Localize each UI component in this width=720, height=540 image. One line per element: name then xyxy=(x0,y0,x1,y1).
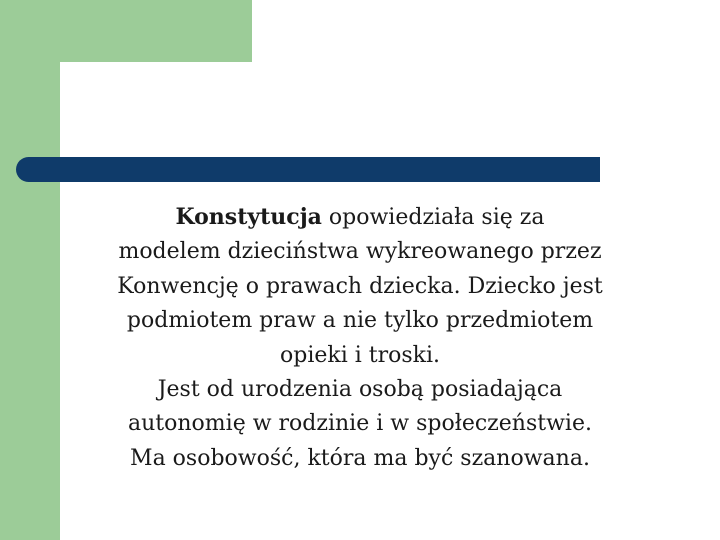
text-line-7: autonomię w rodzinie i w społeczeństwie. xyxy=(128,411,592,437)
text-line-3: Konwencję o prawach dziecka. Dziecko jest xyxy=(117,273,603,299)
text-line-4: podmiotem praw a nie tylko przedmiotem xyxy=(126,308,594,334)
green-top-band xyxy=(0,0,252,62)
text-line-2: modelem dzieciństwa wykreowanego przez xyxy=(118,239,602,265)
text-line-8: Ma osobowość, która ma być szanowana. xyxy=(130,445,590,471)
title-bar-decoration xyxy=(16,157,600,182)
text-line-1 xyxy=(70,200,650,235)
body-text xyxy=(70,200,650,476)
bold-keyword: Konstytucja xyxy=(175,204,322,230)
green-side-band xyxy=(0,0,60,540)
text-line-1-rest: opowiedziała się za xyxy=(321,205,545,230)
text-line-5: opieki i troski. xyxy=(279,342,441,368)
text-line-6: Jest od urodzenia osobą posiadająca xyxy=(157,377,563,403)
